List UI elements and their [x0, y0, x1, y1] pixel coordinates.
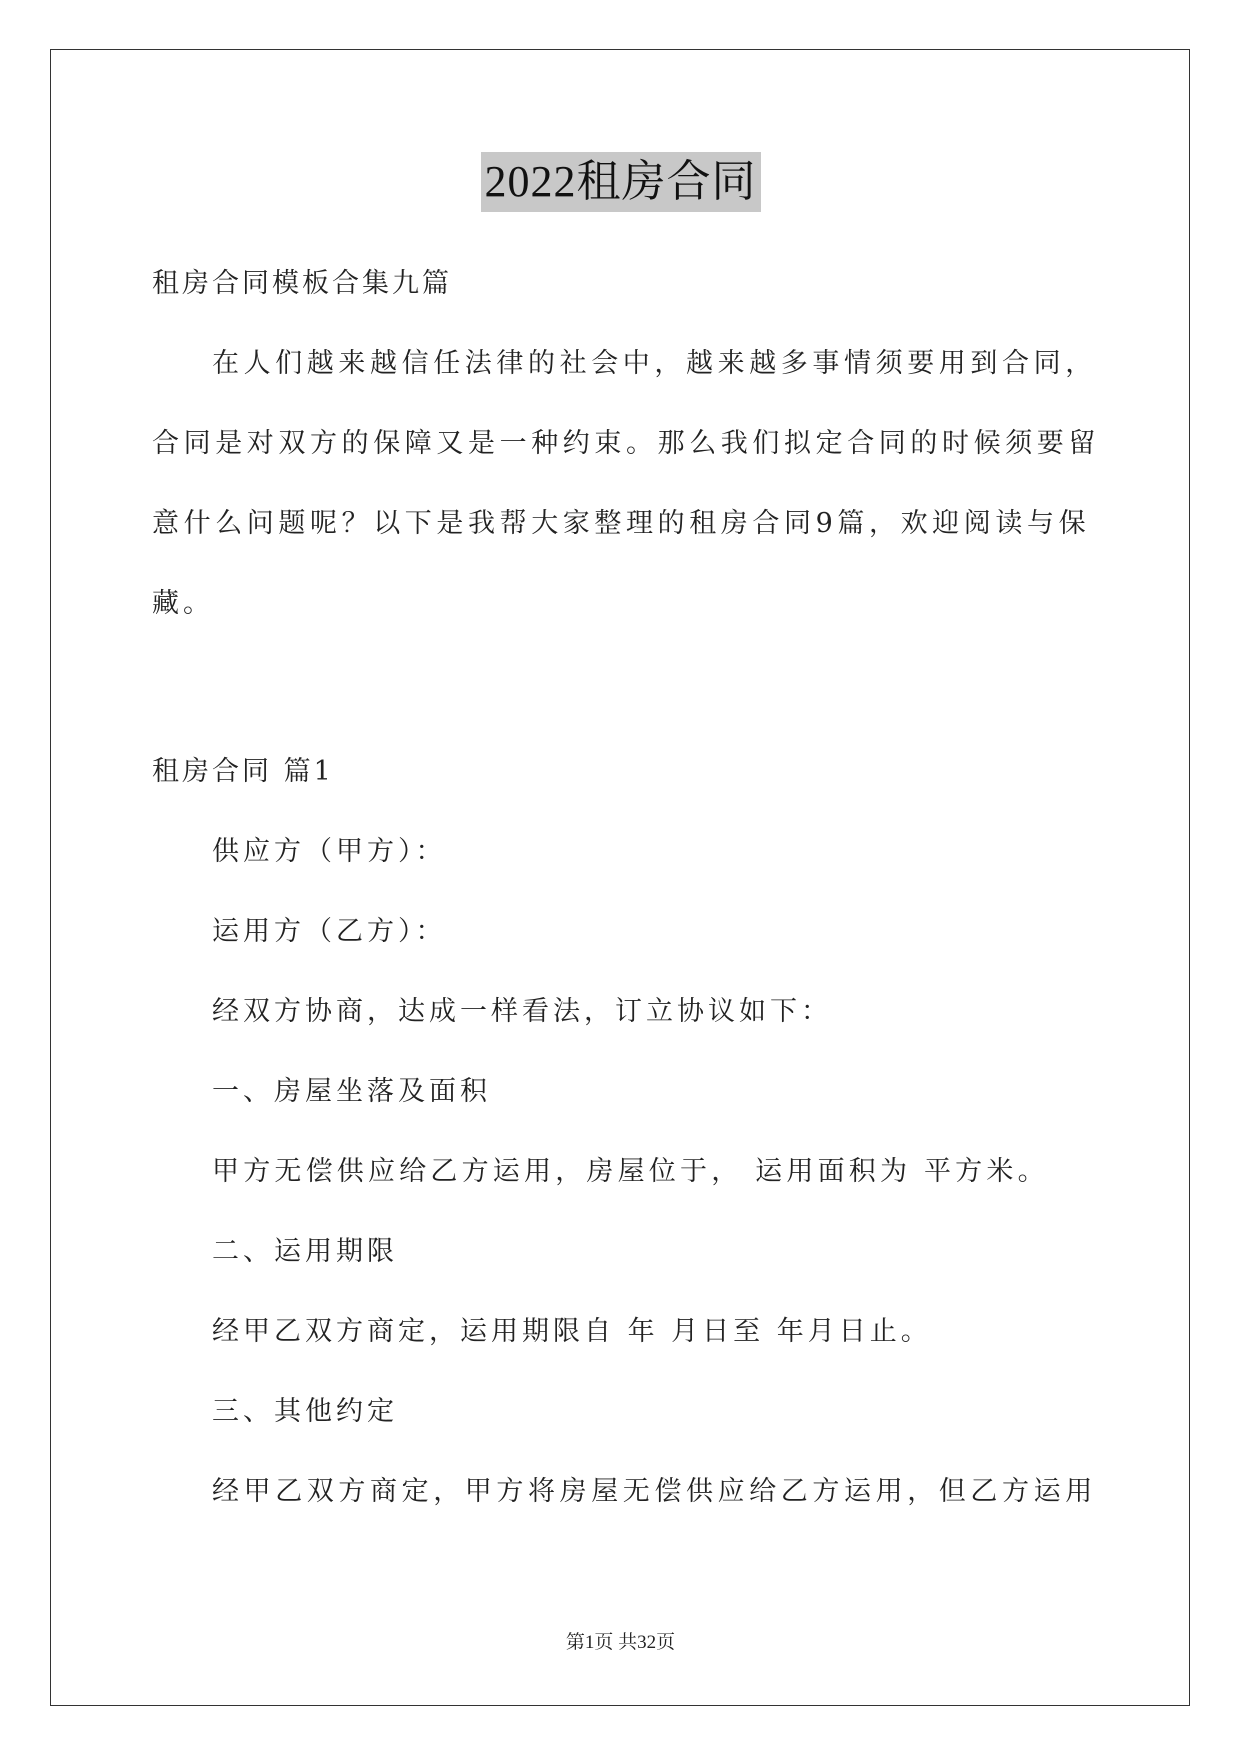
- section-heading: 租房合同 篇1: [152, 756, 334, 787]
- intro-line-1: 在人们越来越信任法律的社会中，越来越多事情须要用到合同，: [212, 348, 1097, 379]
- body-line-4: 一、房屋坐落及面积: [212, 1076, 491, 1107]
- intro-line-4: 藏。: [152, 588, 214, 619]
- document-title: 2022租房合同: [481, 152, 761, 212]
- body-line-2: 运用方（乙方）：: [212, 916, 447, 947]
- intro-line-2: 合同是对双方的保障又是一种约束。那么我们拟定合同的时候须要留: [152, 428, 1100, 459]
- document-subtitle: 租房合同模板合集九篇: [152, 268, 452, 299]
- body-line-5: 甲方无偿供应给乙方运用，房屋位于， 运用面积为 平方米。: [212, 1156, 1049, 1187]
- body-line-1: 供应方（甲方）：: [212, 836, 447, 867]
- body-line-3: 经双方协商，达成一样看法，订立协议如下：: [212, 996, 832, 1027]
- body-line-6: 二、运用期限: [212, 1236, 398, 1267]
- body-line-9: 经甲乙双方商定，甲方将房屋无偿供应给乙方运用，但乙方运用: [212, 1476, 1097, 1507]
- intro-line-3: 意什么问题呢？以下是我帮大家整理的租房合同9篇，欢迎阅读与保: [152, 508, 1091, 539]
- body-line-7: 经甲乙双方商定，运用期限自 年 月日至 年月日止。: [212, 1316, 932, 1347]
- page-footer: 第1页 共32页: [565, 1632, 676, 1653]
- body-line-8: 三、其他约定: [212, 1396, 398, 1427]
- title-wrapper: [0, 152, 1241, 212]
